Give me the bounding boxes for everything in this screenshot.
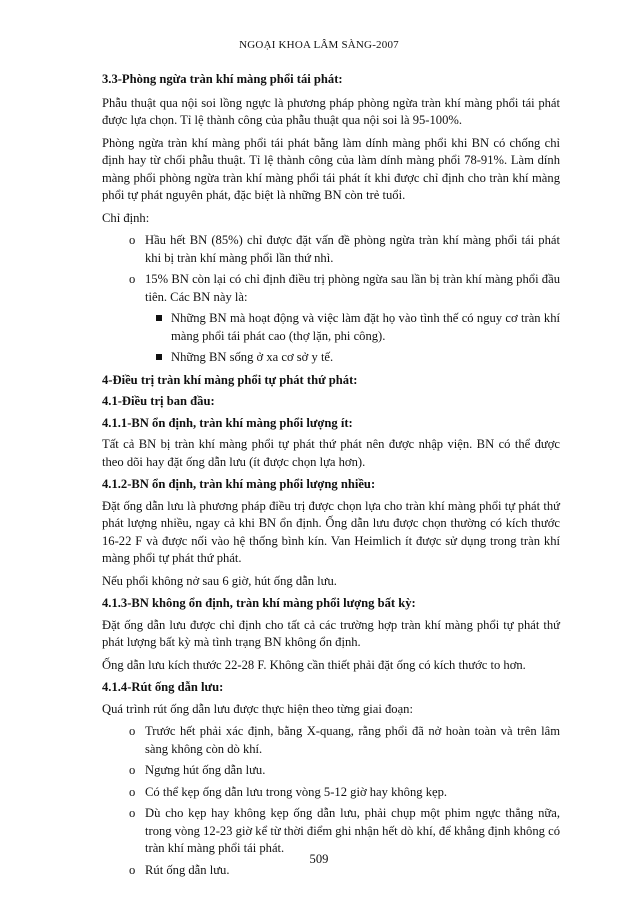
- page-number: 509: [309, 852, 329, 866]
- sub-list-item: [171, 310, 560, 345]
- circle-bullet-icon: o: [129, 272, 136, 286]
- circle-bullet-icon: o: [129, 862, 136, 877]
- sub-list-item: [171, 349, 560, 367]
- list-item-text: Trước hết phải xác định, bằng X-quang, rằng phổi đã nở hoàn toàn và trên lâm sàng không còn dò khí.: [145, 724, 560, 756]
- sub-list: [145, 310, 560, 367]
- list-item: [129, 805, 560, 858]
- sub-list-item-text: Những BN sống ở xa cơ sở y tế.: [171, 350, 334, 364]
- sub-list-item-text: Những BN mà hoạt động và việc làm đặt họ vào tình thế có nguy cơ tràn khí màng phổi tái phát cao (thợ lặn, phi công).: [171, 311, 560, 343]
- section-4-1-1-heading: 4.1.1-BN ổn định, tràn khí màng phổi lượng ít:: [102, 415, 353, 430]
- circle-bullet-icon: o: [129, 784, 136, 799]
- section-4-1-heading: 4.1-Điều trị ban đầu:: [102, 394, 215, 408]
- list-item: [129, 762, 560, 780]
- section-4-1-4-heading: 4.1.4-Rút ống dẫn lưu:: [102, 680, 224, 694]
- indication-label: Chỉ định:: [102, 210, 150, 225]
- square-bullet-icon: [156, 354, 162, 360]
- list-item-text: 15% BN còn lại có chỉ định điều trị phòng ngừa sau lần bị tràn khí màng phổi đầu tiên. Các BN này là:: [145, 272, 560, 304]
- list-item-text: Ngưng hút ống dẫn lưu.: [145, 763, 266, 777]
- section-4-heading: 4-Điều trị tràn khí màng phổi tự phát thứ phát:: [102, 372, 358, 387]
- list-item: [129, 784, 560, 802]
- section-4-1-3-heading: 4.1.3-BN không ổn định, tràn khí màng phổi lượng bất kỳ:: [102, 596, 416, 610]
- section-3-3-paragraph-1: Phẫu thuật qua nội soi lồng ngực là phương pháp phòng ngừa tràn khí màng phổi tái phát được lựa chọn. Tỉ lệ thành công của phẫu thuật qua nội soi là 95-100%.: [102, 95, 560, 127]
- list-item: [129, 232, 560, 267]
- circle-bullet-icon: o: [129, 763, 136, 777]
- section-3-3-heading: 3.3-Phòng ngừa tràn khí màng phổi tái phát:: [102, 72, 343, 86]
- indication-list: [102, 232, 560, 367]
- list-item-text: Rút ống dẫn lưu.: [145, 862, 230, 877]
- circle-bullet-icon: o: [129, 233, 136, 247]
- section-4-1-3-paragraph-2: Ống dẫn lưu kích thước 22-28 F. Không cần thiết phải đặt ống có kích thước to hơn.: [102, 657, 526, 672]
- list-item-text: Hầu hết BN (85%) chỉ được đặt vấn đề phòng ngừa tràn khí màng phổi tái phát khi bị tràn khí màng phổi lần thứ nhì.: [145, 233, 560, 265]
- section-4-1-2-paragraph-1: Đặt ống dẫn lưu là phương pháp điều trị được chọn lựa cho tràn khí màng phổi tự phát thứ phát lượng nhiều, ngay cả khi BN ổn định. Ống dẫn lưu được chọn thường có kích thước 16-22 F và được nối vào hệ thống bình kín. Van Heimlich ít được sử dụng trong tràn khí màng phổi tự phát thứ phát.: [102, 498, 560, 565]
- section-4-1-3-paragraph-1: Đặt ống dẫn lưu được chỉ định cho tất cả các trường hợp tràn khí màng phổi tự phát thứ phát lượng bất kỳ mà tình trạng BN không ổn định.: [102, 617, 560, 649]
- circle-bullet-icon: o: [129, 724, 136, 738]
- section-4-1-2-heading: 4.1.2-BN ổn định, tràn khí màng phổi lượng nhiều:: [102, 477, 376, 491]
- list-item: [129, 723, 560, 758]
- list-item: [129, 271, 560, 367]
- list-item-text: Dù cho kẹp hay không kẹp ống dẫn lưu, phải chụp một phim ngực thẳng nữa, trong vòng 12-23 giờ kể từ thời điểm ghi nhận hết dò khí, để khẳng định không có tràn khí màng phổi tái phát.: [145, 806, 560, 855]
- section-4-1-4-paragraph: Quá trình rút ống dẫn lưu được thực hiện theo từng giai đoạn:: [102, 701, 413, 716]
- section-4-1-2-paragraph-2: Nếu phổi không nở sau 6 giờ, hút ống dẫn lưu.: [102, 573, 337, 588]
- page-content: [102, 71, 560, 884]
- running-header: NGOẠI KHOA LÂM SÀNG-2007: [239, 39, 399, 51]
- section-3-3-paragraph-2: Phòng ngừa tràn khí màng phổi tái phát bằng làm dính màng phổi khi BN có chống chỉ định hay từ chối phẫu thuật. Tỉ lệ thành công của làm dính màng phổi 78-91%. Làm dính màng phổi phòng ngừa tràn khí màng phổi tái phát ít khi được chỉ định cho tràn khí màng phổi tự phát nguyên phát, đặc biệt là những BN còn trẻ tuổi.: [102, 135, 560, 202]
- square-bullet-icon: [156, 315, 162, 321]
- section-4-1-1-paragraph: Tất cả BN bị tràn khí màng phổi tự phát thứ phát nên được nhập viện. BN có thể được theo dõi hay đặt ống dẫn lưu (ít được chọn lựa hơn).: [102, 437, 560, 469]
- list-item-text: Có thể kẹp ống dẫn lưu trong vòng 5-12 giờ hay không kẹp.: [145, 784, 448, 799]
- circle-bullet-icon: o: [129, 806, 136, 820]
